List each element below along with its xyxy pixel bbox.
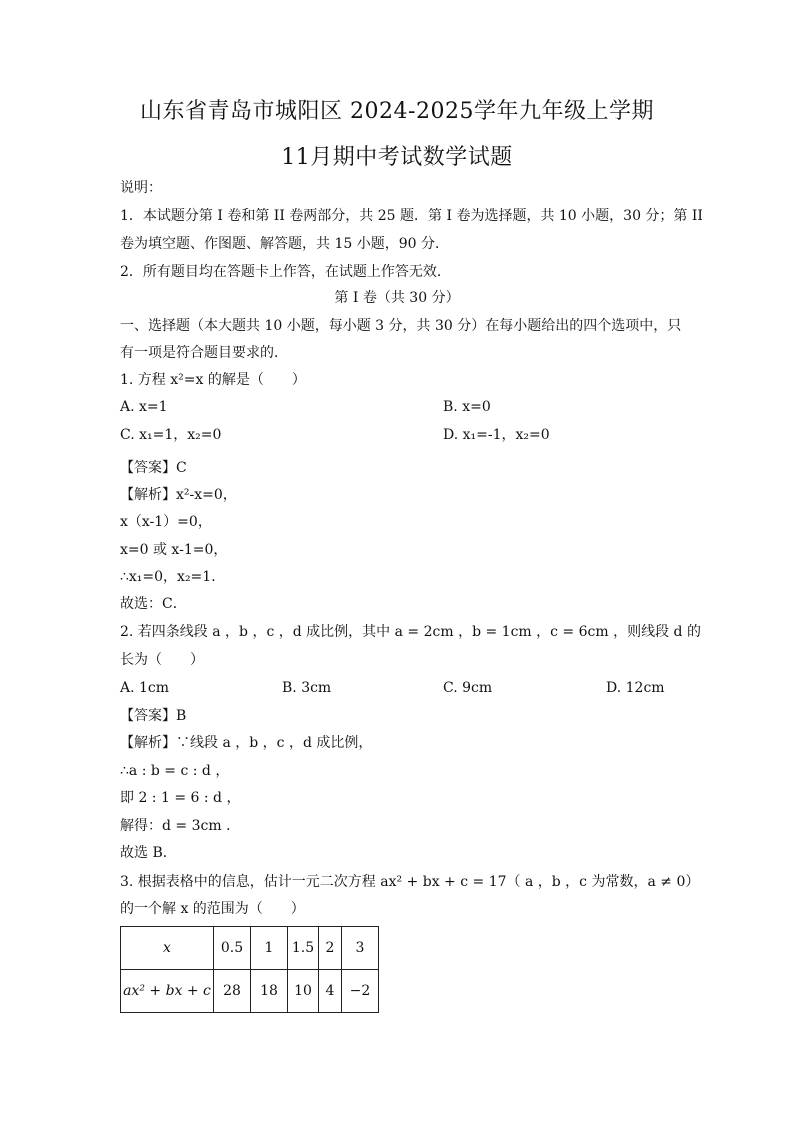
q1-option-d: D. x₁=-1，x₂=0 xyxy=(443,427,550,443)
q2-option-a: A. 1cm xyxy=(120,680,170,696)
intro-item-1b: 卷为填空题、作图题、解答题，共 15 小题，90 分． xyxy=(120,236,449,252)
table-cell: 1 xyxy=(251,927,288,970)
table-cell: −2 xyxy=(342,970,379,1013)
intro-label: 说明： xyxy=(120,180,162,196)
page-title: 山东省青岛市城阳区 2024-2025学年九年级上学期 xyxy=(140,99,654,124)
q1-solution-1: 【解析】x²-x=0， xyxy=(120,487,237,503)
q1-option-b: B. x=0 xyxy=(443,399,491,415)
table-cell: 2 xyxy=(319,927,342,970)
intro-item-1a: 1．本试题分第 I 卷和第 II 卷两部分，共 25 题．第 I 卷为选择题，共 10 小题，30 分；第 II xyxy=(120,208,703,224)
q2-option-b: B. 3cm xyxy=(282,680,332,696)
q1-solution-5: 故选：C． xyxy=(120,596,187,612)
table-cell: 3 xyxy=(342,927,379,970)
table-header-expression: ax² + bx + c xyxy=(121,970,214,1013)
page-subtitle: 11月期中考试数学试题 xyxy=(281,145,513,170)
q2-solution-1: 【解析】∵线段 a ，b ，c ，d 成比例， xyxy=(120,735,373,751)
table-row xyxy=(121,927,379,970)
table-header-x: x xyxy=(121,927,214,970)
section-desc-a: 一、选择题（本大题共 10 小题，每小题 3 分，共 30 分）在每小题给出的四个选项中，只 xyxy=(120,318,682,334)
q2-stem-a: 2. 若四条线段 a ，b ，c ，d 成比例，其中 a = 2cm ，b = 1cm ，c = 6cm ，则线段 d 的 xyxy=(120,624,701,640)
q1-option-a: A. x=1 xyxy=(120,399,168,415)
table-cell: 1.5 xyxy=(288,927,319,970)
intro-item-2: 2．所有题目均在答题卡上作答，在试题上作答无效． xyxy=(120,264,451,280)
q2-solution-2: ∴a : b = c : d ， xyxy=(120,763,230,779)
q1-stem: 1. 方程 x²=x 的解是（ ） xyxy=(120,372,306,388)
table-cell: 28 xyxy=(214,970,251,1013)
q2-solution-5: 故选 B． xyxy=(120,845,177,861)
table-cell: 4 xyxy=(319,970,342,1013)
q2-option-c: C. 9cm xyxy=(443,680,493,696)
section-title: 第 I 卷（共 30 分） xyxy=(334,290,460,306)
section-desc-b: 有一项是符合题目要求的． xyxy=(120,345,288,361)
table-cell: 18 xyxy=(251,970,288,1013)
q3-stem-a: 3. 根据表格中的信息，估计一元二次方程 ax² + bx + c = 17（ a ，b ，c 为常数，a ≠ 0） xyxy=(120,874,700,890)
q1-solution-4: ∴x₁=0，x₂=1． xyxy=(120,569,226,585)
q1-solution-3: x=0 或 x-1=0， xyxy=(120,542,228,558)
q2-stem-b: 长为（ ） xyxy=(120,652,204,668)
q2-answer: 【答案】B xyxy=(120,708,187,724)
table-cell: 10 xyxy=(288,970,319,1013)
table-row xyxy=(121,970,379,1013)
table-cell: 0.5 xyxy=(214,927,251,970)
q2-solution-4: 解得：d = 3cm ． xyxy=(120,818,241,834)
q3-stem-b: 的一个解 x 的范围为（ ） xyxy=(120,901,305,917)
q2-option-d: D. 12cm xyxy=(606,680,665,696)
q3-value-table xyxy=(120,926,379,1013)
q2-solution-3: 即 2 : 1 = 6 : d ， xyxy=(120,790,241,806)
q1-option-c: C. x₁=1，x₂=0 xyxy=(120,427,222,443)
q1-answer: 【答案】C xyxy=(120,460,187,476)
q1-solution-2: x（x-1）=0， xyxy=(120,514,212,530)
